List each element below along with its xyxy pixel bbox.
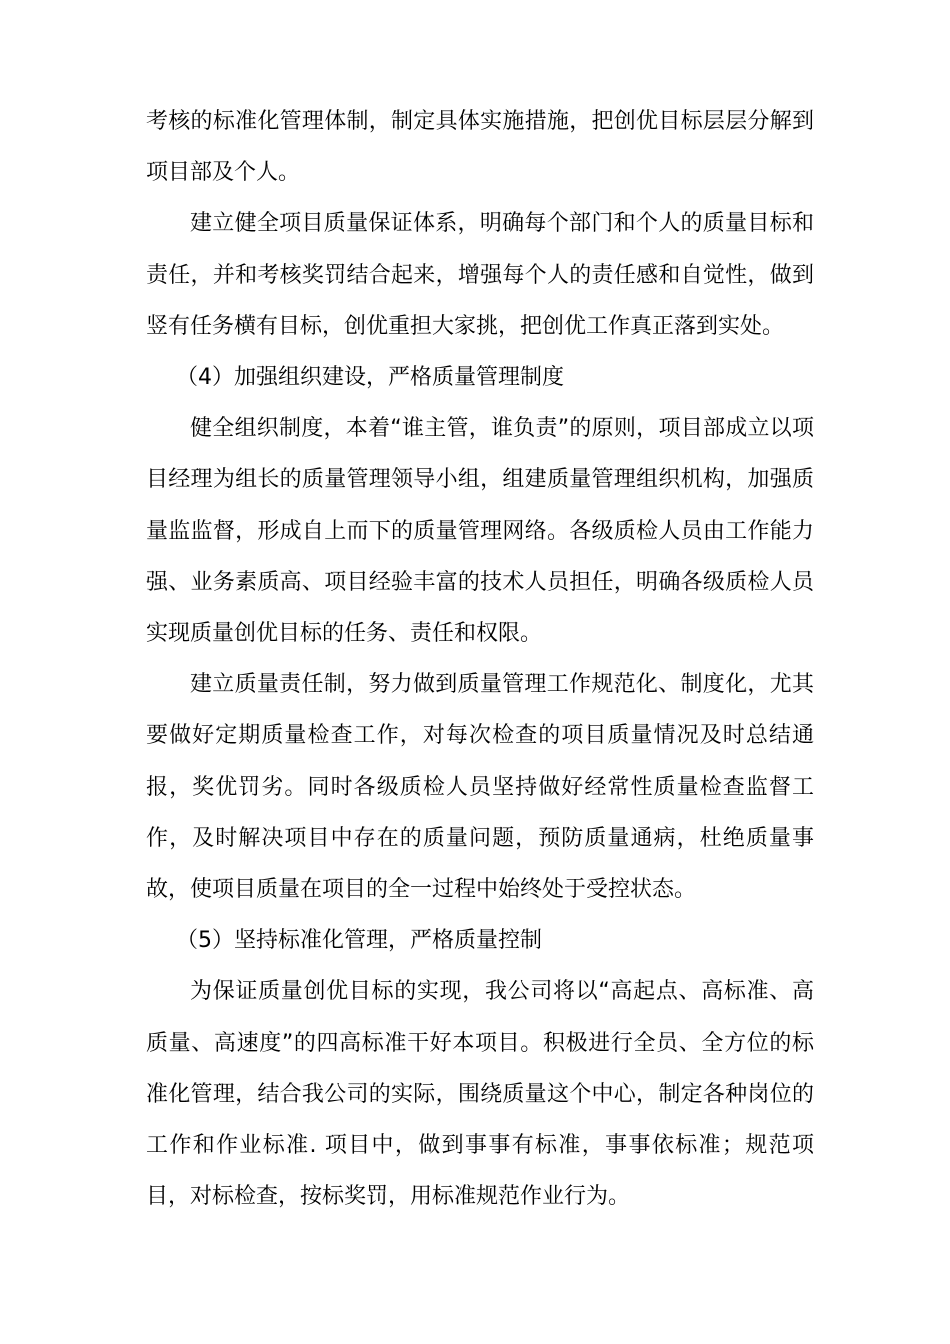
section-heading-5: （5）坚持标准化管理，严格质量控制 [176,928,542,954]
paragraph-responsibility: 建立质量责任制，努力做到质量管理工作规范化、制度化，尤其要做好定期质量检查工作，对每次检查的项目质量情况及时总结通报，奖优罚劣。同时各级质检人员坚持做好经常性质量检查监督工作，及时解决项目中存在的质量问题，预防质量通病，杜绝质量事故，使项目质量在项目的全一过程中始终处于受控状态。 [146,672,814,903]
document-body [146,96,814,1222]
paragraph-standardization: 为保证质量创优目标的实现，我公司将以“高起点、高标准、高质量、高速度”的四高标准干好本项目。积极进行全员、全方位的标准化管理，结合我公司的实际，围绕质量这个中心，制定各种岗位的工作和作业标准. 项目中，做到事事有标准，事事依标准；规范项目，对标检查，按标奖罚，用标准规范作业行为。 [146,979,814,1210]
paragraph-continuation: 考核的标准化管理体制，制定具体实施措施，把创优目标层层分解到项目部及个人。 [146,109,814,186]
paragraph-quality-system: 建立健全项目质量保证体系，明确每个部门和个人的质量目标和责任，并和考核奖罚结合起来，增强每个人的责任感和自觉性，做到竖有任务横有目标，创优重担大家挑，把创优工作真正落到实处。 [146,211,814,339]
section-heading-4: （4）加强组织建设，严格质量管理制度 [176,365,564,391]
paragraph-organization: 健全组织制度，本着“谁主管，谁负责”的原则，项目部成立以项目经理为组长的质量管理领导小组，组建质量管理组织机构，加强质量监监督，形成自上而下的质量管理网络。各级质检人员由工作能力强、业务素质高、项目经验丰富的技术人员担任，明确各级质检人员实现质量创优目标的任务、责任和权限。 [146,416,814,647]
